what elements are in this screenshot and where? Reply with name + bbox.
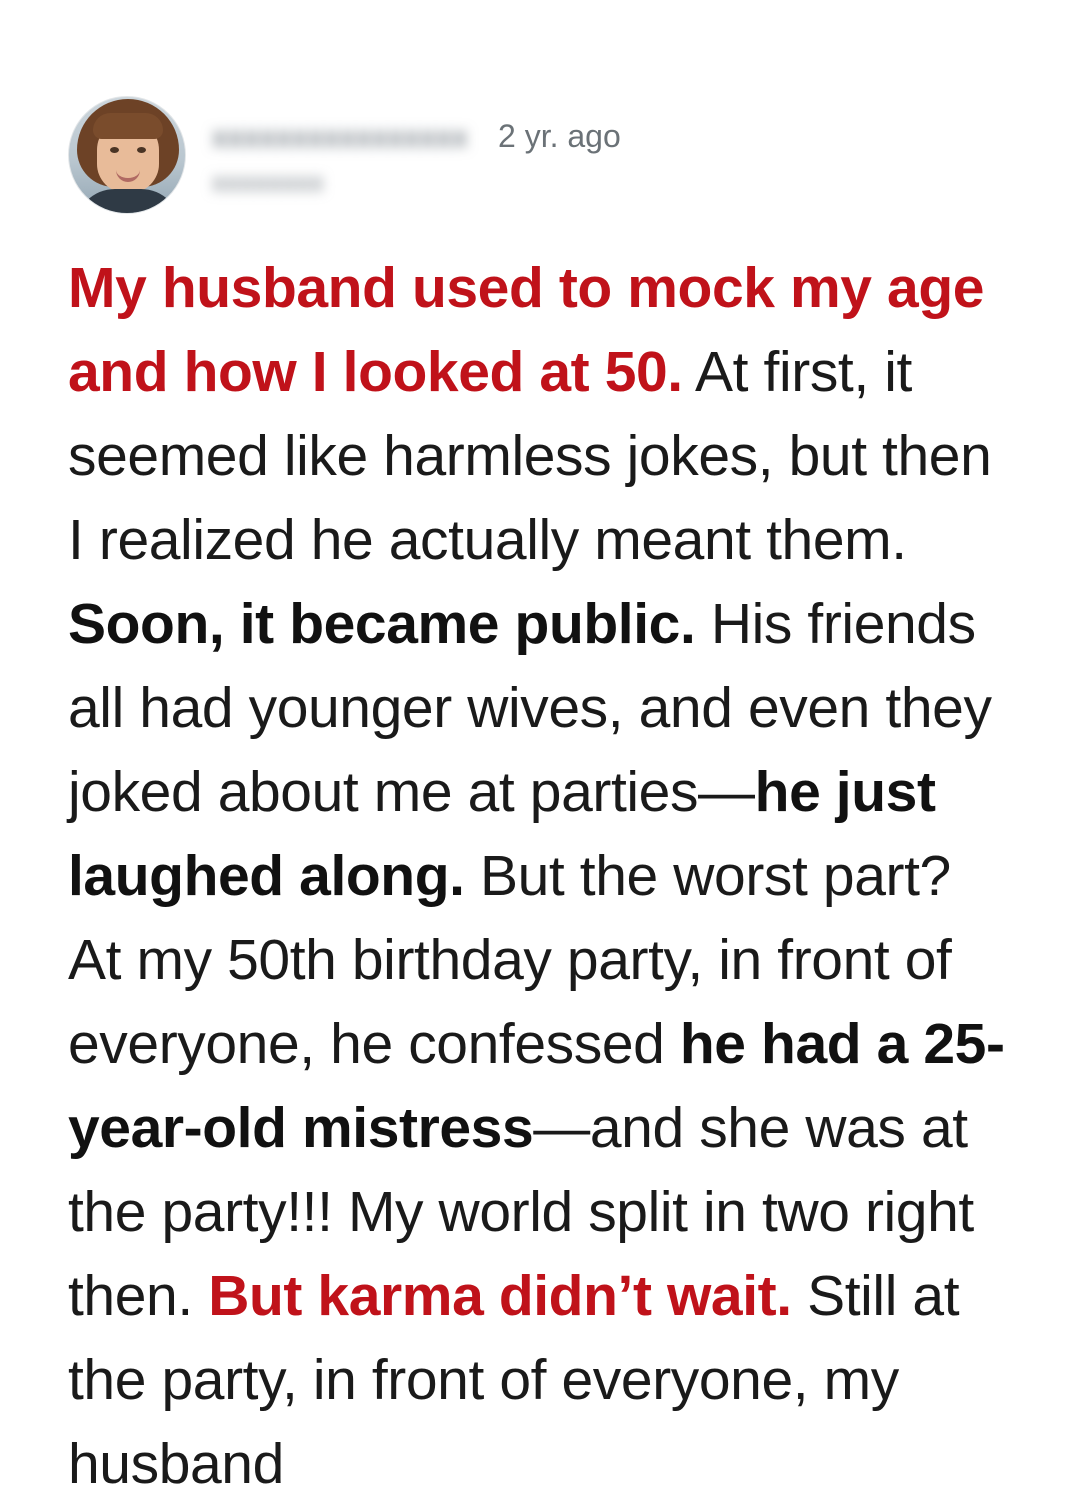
- avatar-fringe: [93, 113, 163, 139]
- avatar-eye-right: [137, 147, 146, 153]
- post-text: [68, 246, 1012, 1506]
- post-text-bold: he just laughed along.: [68, 760, 936, 908]
- author-subline: xxxxxxxx: [212, 167, 324, 197]
- post-text-plain: But the worst part? At my 50th birthday party, in front of everyone, he confessed: [68, 844, 952, 1076]
- post-timestamp: 2 yr. ago: [498, 118, 621, 154]
- post-text-bold: he had a 25-year-old mistress: [68, 1012, 1005, 1160]
- author-username[interactable]: xxxxxxxxxxxxxxxx: [212, 118, 468, 154]
- author-row: [212, 118, 621, 155]
- post-text-plain: Still at the party, in front of everyone, my husband: [68, 1264, 960, 1496]
- post-header: [68, 96, 1012, 226]
- avatar[interactable]: [68, 96, 186, 214]
- post-text-plain: His friends all had younger wives, and even they joked about me at parties—: [68, 592, 992, 824]
- avatar-eye-left: [110, 147, 119, 153]
- post-text-plain: At first, it seemed like harmless jokes, but then I realized he actually meant them.: [68, 340, 992, 572]
- post-text-highlight: But karma didn’t wait.: [208, 1264, 792, 1328]
- post-text-highlight: My husband used to mock my age and how I looked at 50.: [68, 256, 985, 404]
- post-meta: [212, 96, 621, 198]
- post-text-plain: —and she was at the party!!! My world split in two right then.: [68, 1096, 974, 1328]
- post-text-bold: Soon, it became public.: [68, 592, 696, 656]
